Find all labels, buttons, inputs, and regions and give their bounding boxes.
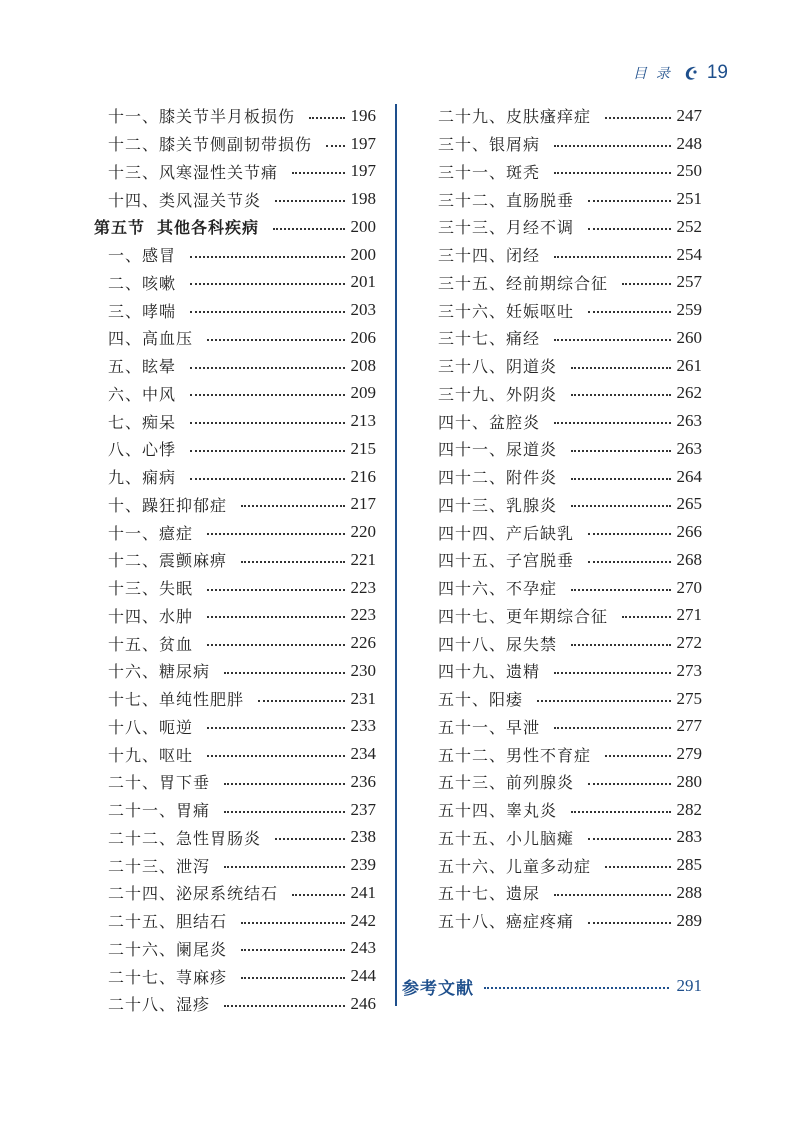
leader-dots bbox=[554, 894, 670, 896]
toc-entry-label: 二十二、急性胃肠炎 bbox=[108, 828, 262, 848]
toc-entry-page: 208 bbox=[350, 355, 376, 375]
toc-entry-label: 四十九、遗精 bbox=[438, 662, 541, 682]
toc-entry-label: 二十五、胆结石 bbox=[108, 912, 228, 932]
toc-entry-page: 273 bbox=[676, 660, 702, 680]
leader-dots bbox=[309, 117, 344, 119]
toc-entry-label: 四十一、尿道炎 bbox=[438, 440, 558, 460]
leader-dots bbox=[190, 422, 344, 424]
toc-entry-page: 268 bbox=[676, 549, 702, 569]
leader-dots bbox=[292, 894, 344, 896]
toc-entry-page: 261 bbox=[676, 355, 702, 375]
toc-entry[interactable] bbox=[108, 102, 376, 130]
toc-entry-page: 223 bbox=[350, 605, 376, 625]
toc-entry-page: 206 bbox=[350, 327, 376, 347]
toc-entry-label: 十六、糖尿病 bbox=[108, 662, 211, 682]
toc-entry[interactable] bbox=[108, 907, 376, 935]
leader-dots bbox=[224, 783, 344, 785]
leader-dots bbox=[571, 644, 670, 646]
toc-entry[interactable] bbox=[108, 824, 376, 852]
toc-entry[interactable] bbox=[108, 407, 376, 435]
toc-entry[interactable] bbox=[438, 685, 702, 713]
toc-entry-page: 251 bbox=[676, 189, 702, 209]
toc-entry[interactable] bbox=[108, 602, 376, 630]
leader-dots bbox=[554, 256, 670, 258]
toc-entry-page: 270 bbox=[676, 577, 702, 597]
toc-entry[interactable] bbox=[438, 130, 702, 158]
toc-entry[interactable] bbox=[108, 796, 376, 824]
toc-entry-page: 241 bbox=[350, 882, 376, 902]
toc-entry-label: 十二、膝关节侧副韧带损伤 bbox=[108, 135, 313, 155]
toc-entry[interactable] bbox=[108, 130, 376, 158]
toc-entry-label: 十四、水肿 bbox=[108, 606, 194, 626]
toc-entry-label: 二十六、阑尾炎 bbox=[108, 939, 228, 959]
toc-entry-label: 五十八、癌症疼痛 bbox=[438, 912, 575, 932]
toc-entry[interactable] bbox=[438, 352, 702, 380]
toc-entry-label: 十五、贫血 bbox=[108, 634, 194, 654]
toc-entry-page: 254 bbox=[676, 244, 702, 264]
toc-entry-page: 237 bbox=[350, 799, 376, 819]
toc-entry[interactable] bbox=[438, 518, 702, 546]
toc-entry-label: 二十四、泌尿系统结石 bbox=[108, 884, 279, 904]
toc-entry-label: 四十、盆腔炎 bbox=[438, 412, 541, 432]
leader-dots bbox=[273, 228, 344, 230]
leader-dots bbox=[588, 200, 670, 202]
toc-entry-page: 263 bbox=[676, 438, 702, 458]
leader-dots bbox=[190, 256, 344, 258]
toc-entry-page: 247 bbox=[676, 105, 702, 125]
toc-entry-page: 242 bbox=[350, 910, 376, 930]
toc-entry[interactable] bbox=[438, 907, 702, 935]
toc-entry[interactable] bbox=[438, 269, 702, 297]
leader-dots bbox=[241, 561, 344, 563]
leader-dots bbox=[275, 200, 344, 202]
toc-entry[interactable] bbox=[438, 851, 702, 879]
leader-dots bbox=[571, 394, 670, 396]
toc-entry[interactable] bbox=[438, 158, 702, 186]
references-label: 参考文献 bbox=[402, 978, 474, 999]
toc-entry-label: 十、躁狂抑郁症 bbox=[108, 495, 228, 515]
toc-entry-page: 272 bbox=[676, 633, 702, 653]
toc-entry-label: 五十、阳痿 bbox=[438, 690, 524, 710]
leader-dots bbox=[571, 450, 670, 452]
leader-dots bbox=[190, 283, 344, 285]
toc-entry[interactable] bbox=[108, 879, 376, 907]
toc-entry-page: 279 bbox=[676, 744, 702, 764]
toc-entry-page: 197 bbox=[350, 161, 376, 181]
toc-entry[interactable] bbox=[108, 685, 376, 713]
toc-entry-page: 231 bbox=[350, 688, 376, 708]
toc-entry-label: 三十三、月经不调 bbox=[438, 218, 575, 238]
toc-entry-page: 238 bbox=[350, 827, 376, 847]
toc-entry-page: 282 bbox=[676, 799, 702, 819]
toc-entry-label: 三、哮喘 bbox=[108, 301, 177, 321]
toc-entry[interactable] bbox=[438, 629, 702, 657]
toc-entry-page: 275 bbox=[676, 688, 702, 708]
toc-entry-page: 264 bbox=[676, 466, 702, 486]
toc-entry-label: 二十七、荨麻疹 bbox=[108, 967, 228, 987]
leader-dots bbox=[554, 672, 670, 674]
header-title: 目录 bbox=[632, 66, 679, 82]
running-header bbox=[633, 58, 728, 88]
toc-entry-label: 五十二、男性不育症 bbox=[438, 745, 592, 765]
leader-dots bbox=[605, 117, 670, 119]
leader-dots bbox=[588, 533, 670, 535]
toc-entry-page: 233 bbox=[350, 716, 376, 736]
leader-dots bbox=[241, 949, 344, 951]
toc-entry[interactable] bbox=[108, 574, 376, 602]
toc-entry-label: 三十九、外阴炎 bbox=[438, 384, 558, 404]
toc-entry-label: 十一、膝关节半月板损伤 bbox=[108, 107, 296, 127]
toc-entry[interactable] bbox=[438, 740, 702, 768]
toc-entry[interactable] bbox=[108, 463, 376, 491]
toc-entry[interactable] bbox=[438, 213, 702, 241]
toc-entry-page: 265 bbox=[676, 494, 702, 514]
toc-entry[interactable] bbox=[108, 851, 376, 879]
leader-dots bbox=[588, 228, 670, 230]
leader-dots bbox=[571, 505, 670, 507]
leader-dots bbox=[207, 589, 344, 591]
leader-dots bbox=[207, 616, 344, 618]
toc-entry-label: 四、高血压 bbox=[108, 329, 194, 349]
toc-entry-page: 197 bbox=[350, 133, 376, 153]
toc-entry[interactable] bbox=[108, 158, 376, 186]
leader-dots bbox=[258, 700, 344, 702]
leader-dots bbox=[292, 172, 344, 174]
toc-entry-label: 五十一、早泄 bbox=[438, 717, 541, 737]
toc-entry[interactable] bbox=[108, 962, 376, 990]
toc-entry-label: 十七、单纯性肥胖 bbox=[108, 690, 245, 710]
toc-entry-label: 五、眩晕 bbox=[108, 357, 177, 377]
toc-entry[interactable] bbox=[438, 713, 702, 741]
toc-entry-page: 260 bbox=[676, 327, 702, 347]
toc-entry-label: 七、痴呆 bbox=[108, 412, 177, 432]
leader-dots bbox=[241, 505, 344, 507]
toc-entry-label: 四十六、不孕症 bbox=[438, 579, 558, 599]
toc-entry-page: 277 bbox=[676, 716, 702, 736]
toc-entry[interactable] bbox=[438, 463, 702, 491]
toc-entry-page: 289 bbox=[676, 910, 702, 930]
toc-entry[interactable] bbox=[438, 241, 702, 269]
leader-dots bbox=[588, 783, 670, 785]
toc-entry-label: 二十九、皮肤瘙痒症 bbox=[438, 107, 592, 127]
toc-entry-page: 223 bbox=[350, 577, 376, 597]
toc-entry[interactable] bbox=[438, 407, 702, 435]
toc-entry[interactable] bbox=[438, 102, 702, 130]
toc-entry-label: 三十五、经前期综合征 bbox=[438, 273, 609, 293]
leader-dots bbox=[207, 644, 344, 646]
toc-entry-label: 二十、胃下垂 bbox=[108, 773, 211, 793]
leader-dots bbox=[554, 339, 670, 341]
toc-entry[interactable] bbox=[438, 824, 702, 852]
toc-entry-label: 八、心悸 bbox=[108, 440, 177, 460]
toc-entry-page: 271 bbox=[676, 605, 702, 625]
page-number: 19 bbox=[706, 62, 728, 83]
toc-entry[interactable] bbox=[438, 324, 702, 352]
leader-dots bbox=[605, 866, 670, 868]
toc-entry-page: 216 bbox=[350, 466, 376, 486]
toc-entry-page: 266 bbox=[676, 522, 702, 542]
toc-section-title: 其他各科疾病 bbox=[157, 218, 260, 238]
leader-dots bbox=[224, 1005, 344, 1007]
toc-entry-page: 248 bbox=[676, 133, 702, 153]
toc-entry[interactable] bbox=[438, 657, 702, 685]
leader-dots bbox=[554, 422, 670, 424]
toc-entry-label: 第五节 bbox=[94, 218, 146, 238]
leader-dots bbox=[554, 727, 670, 729]
toc-entry-page: 209 bbox=[350, 383, 376, 403]
leader-dots bbox=[537, 700, 670, 702]
leader-dots bbox=[571, 478, 670, 480]
toc-entry-label: 六、中风 bbox=[108, 384, 177, 404]
toc-entry-page: 230 bbox=[350, 660, 376, 680]
toc-entry[interactable] bbox=[438, 546, 702, 574]
toc-entry-page: 285 bbox=[676, 855, 702, 875]
toc-entry[interactable] bbox=[108, 296, 376, 324]
toc-entry-page: 198 bbox=[350, 189, 376, 209]
toc-entry-label: 十二、震颤麻痹 bbox=[108, 551, 228, 571]
column-divider bbox=[395, 104, 397, 1006]
toc-entry[interactable] bbox=[438, 185, 702, 213]
leader-dots bbox=[622, 616, 670, 618]
leader-dots bbox=[588, 922, 670, 924]
leader-dots bbox=[190, 311, 344, 313]
leader-dots bbox=[207, 727, 344, 729]
toc-left-column bbox=[94, 102, 376, 1018]
toc-entry[interactable] bbox=[108, 435, 376, 463]
toc-entry-page: 201 bbox=[350, 272, 376, 292]
toc-entry-page: 280 bbox=[676, 771, 702, 791]
toc-entry-page: 252 bbox=[676, 216, 702, 236]
toc-entry-label: 一、感冒 bbox=[108, 246, 177, 266]
leader-dots bbox=[622, 283, 670, 285]
toc-entry[interactable] bbox=[108, 657, 376, 685]
toc-entry-label: 三十四、闭经 bbox=[438, 246, 541, 266]
toc-entry-label: 五十六、儿童多动症 bbox=[438, 856, 592, 876]
toc-entry-label: 五十三、前列腺炎 bbox=[438, 773, 575, 793]
toc-entry-page: 196 bbox=[350, 105, 376, 125]
toc-entry-page: 203 bbox=[350, 300, 376, 320]
toc-entry-label: 十四、类风湿关节炎 bbox=[108, 190, 262, 210]
toc-entry[interactable] bbox=[108, 935, 376, 963]
toc-entry-label: 十八、呃逆 bbox=[108, 717, 194, 737]
toc-entry[interactable] bbox=[108, 629, 376, 657]
toc-entry-page: 250 bbox=[676, 161, 702, 181]
toc-entry[interactable] bbox=[438, 574, 702, 602]
toc-entry[interactable] bbox=[108, 518, 376, 546]
toc-entry-label: 四十三、乳腺炎 bbox=[438, 495, 558, 515]
toc-entry-page: 283 bbox=[676, 827, 702, 847]
toc-entry[interactable] bbox=[108, 380, 376, 408]
toc-entry-label: 五十七、遗尿 bbox=[438, 884, 541, 904]
toc-entry[interactable] bbox=[438, 879, 702, 907]
leader-dots bbox=[224, 866, 344, 868]
toc-entry-label: 十九、呕吐 bbox=[108, 745, 194, 765]
leader-dots bbox=[224, 811, 344, 813]
leader-dots bbox=[588, 311, 670, 313]
leader-dots bbox=[554, 145, 670, 147]
toc-entry-page: 243 bbox=[350, 938, 376, 958]
toc-entry-page: 215 bbox=[350, 438, 376, 458]
toc-entry-page: 262 bbox=[676, 383, 702, 403]
leader-dots bbox=[190, 367, 344, 369]
leader-dots bbox=[207, 755, 344, 757]
leader-dots bbox=[241, 922, 344, 924]
toc-entry-page: 221 bbox=[350, 549, 376, 569]
toc-entry-page: 200 bbox=[350, 244, 376, 264]
toc-section-heading[interactable] bbox=[94, 213, 376, 241]
toc-entry-label: 四十二、附件炎 bbox=[438, 468, 558, 488]
toc-entry[interactable] bbox=[108, 990, 376, 1018]
toc-entry-label: 十一、癔症 bbox=[108, 523, 194, 543]
leader-dots bbox=[605, 755, 670, 757]
toc-entry[interactable] bbox=[438, 435, 702, 463]
toc-entry-page: 244 bbox=[350, 966, 376, 986]
toc-entry-label: 二十八、湿疹 bbox=[108, 995, 211, 1015]
swirl-icon bbox=[681, 63, 701, 83]
toc-entry-label: 三十八、阴道炎 bbox=[438, 357, 558, 377]
leader-dots bbox=[190, 478, 344, 480]
toc-entry-page: 217 bbox=[350, 494, 376, 514]
leader-dots bbox=[207, 339, 344, 341]
toc-entry[interactable] bbox=[438, 602, 702, 630]
toc-entry[interactable] bbox=[108, 546, 376, 574]
toc-entry-label: 三十一、斑秃 bbox=[438, 162, 541, 182]
toc-entry-label: 十三、失眠 bbox=[108, 579, 194, 599]
leader-dots bbox=[275, 838, 344, 840]
toc-entry-label: 三十六、妊娠呕吐 bbox=[438, 301, 575, 321]
toc-right-column bbox=[438, 102, 702, 935]
leader-dots bbox=[571, 589, 670, 591]
leader-dots bbox=[207, 533, 344, 535]
toc-entry[interactable] bbox=[438, 768, 702, 796]
leader-dots bbox=[190, 394, 344, 396]
toc-entry-page: 259 bbox=[676, 300, 702, 320]
toc-entry-label: 二十三、泄泻 bbox=[108, 856, 211, 876]
toc-entry-label: 四十七、更年期综合征 bbox=[438, 606, 609, 626]
toc-entry-page: 239 bbox=[350, 855, 376, 875]
toc-entry-page: 288 bbox=[676, 882, 702, 902]
leader-dots bbox=[571, 367, 670, 369]
toc-entry-page: 234 bbox=[350, 744, 376, 764]
toc-entry[interactable] bbox=[438, 380, 702, 408]
toc-entry-label: 四十四、产后缺乳 bbox=[438, 523, 575, 543]
toc-entry-label: 十三、风寒湿性关节痛 bbox=[108, 162, 279, 182]
toc-entry-label: 四十五、子宫脱垂 bbox=[438, 551, 575, 571]
leader-dots bbox=[554, 172, 670, 174]
toc-entry-label: 二、咳嗽 bbox=[108, 273, 177, 293]
toc-entry[interactable] bbox=[108, 241, 376, 269]
leader-dots bbox=[241, 977, 344, 979]
toc-entry-page: 200 bbox=[350, 216, 376, 236]
leader-dots bbox=[571, 811, 670, 813]
toc-entry-label: 三十七、痛经 bbox=[438, 329, 541, 349]
toc-entry[interactable] bbox=[108, 740, 376, 768]
leader-dots bbox=[326, 145, 344, 147]
toc-entry-label: 三十、银屑病 bbox=[438, 135, 541, 155]
toc-entry-page: 213 bbox=[350, 411, 376, 431]
toc-entry[interactable] bbox=[108, 713, 376, 741]
leader-dots bbox=[588, 561, 670, 563]
references-page: 291 bbox=[676, 976, 702, 995]
leader-dots bbox=[588, 838, 670, 840]
toc-entry[interactable] bbox=[108, 768, 376, 796]
toc-entry-label: 三十二、直肠脱垂 bbox=[438, 190, 575, 210]
toc-entry-page: 226 bbox=[350, 633, 376, 653]
leader-dots bbox=[190, 450, 344, 452]
toc-entry[interactable] bbox=[438, 491, 702, 519]
toc-entry-label: 五十五、小儿脑瘫 bbox=[438, 828, 575, 848]
toc-entry[interactable] bbox=[108, 491, 376, 519]
toc-entry-page: 257 bbox=[676, 272, 702, 292]
toc-entry[interactable] bbox=[438, 296, 702, 324]
toc-entry-label: 四十八、尿失禁 bbox=[438, 634, 558, 654]
toc-entry-label: 五十四、睾丸炎 bbox=[438, 801, 558, 821]
toc-entry-references[interactable] bbox=[402, 971, 702, 1001]
toc-entry-page: 220 bbox=[350, 522, 376, 542]
toc-entry[interactable] bbox=[108, 185, 376, 213]
toc-entry-label: 九、痫病 bbox=[108, 468, 177, 488]
toc-entry[interactable] bbox=[108, 324, 376, 352]
toc-entry-page: 263 bbox=[676, 411, 702, 431]
toc-entry[interactable] bbox=[108, 269, 376, 297]
toc-entry-page: 246 bbox=[350, 993, 376, 1013]
toc-entry[interactable] bbox=[438, 796, 702, 824]
toc-entry[interactable] bbox=[108, 352, 376, 380]
toc-entry-label: 二十一、胃痛 bbox=[108, 801, 211, 821]
leader-dots bbox=[484, 987, 669, 989]
toc-entry-page: 236 bbox=[350, 771, 376, 791]
leader-dots bbox=[224, 672, 344, 674]
